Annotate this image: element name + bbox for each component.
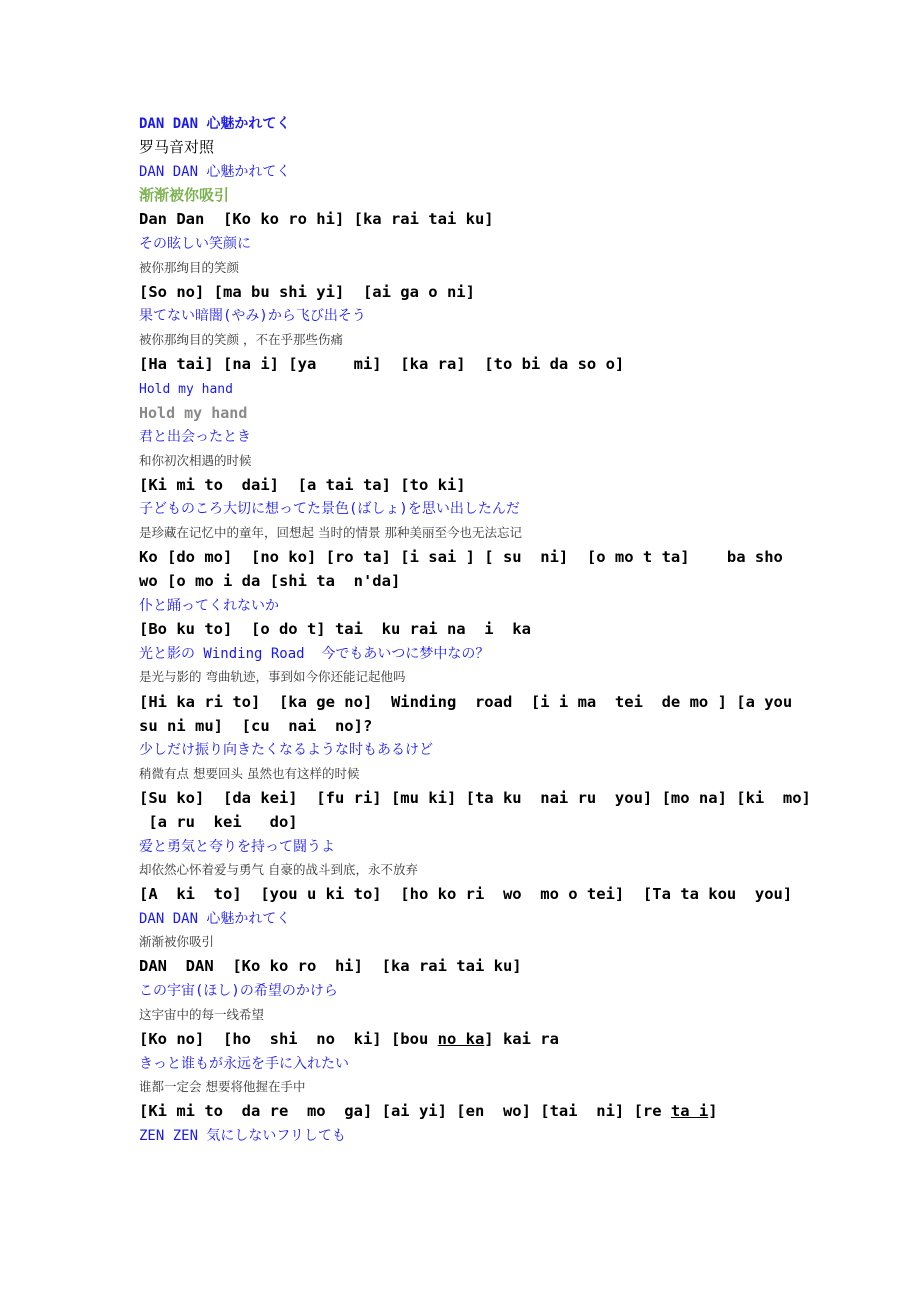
romaji-segment: [Ki mi to da re mo ga] [ai yi] [en wo] [tai ni] [re [139,1102,671,1120]
lyric-japanese: 光と影の Winding Road 今でもあいつに梦中なの？ [139,646,490,662]
romaji-segment: ] [708,1102,718,1120]
lyric-chinese: 和你初次相遇的时候 [139,453,252,468]
romaji-heading: 罗马音对照 [139,138,215,156]
lyric-japanese: 少しだけ振り向きたくなるような时もあるけど [139,742,433,758]
lyric-romaji: [Hi ka ri to] [ka ge no] Winding road [i i ma tei de mo ] [a you [139,693,793,711]
title-japanese: DAN DAN 心魅かれてく [139,116,291,132]
lyric-japanese: 果てない暗闇(やみ)から飞び出そう [139,308,366,324]
lyric-romaji: DAN DAN [Ko ko ro hi] [ka rai tai ku] [139,957,522,975]
lyric-chinese: 是珍藏在记忆中的童年，回想起 当时的情景 那种美丽至今也无法忘记 [139,525,522,540]
lyric-romaji: [Ki mi to dai] [a tai ta] [to ki] [139,476,466,494]
lyric-romaji: [Bo ku to] [o do t] tai ku rai na i ka [139,620,531,638]
lyric-romaji: [Ha tai] [na i] [ya mi] [ka ra] [to bi da so o] [139,355,625,373]
lyric-japanese: 仆と踊ってくれないか [139,598,279,614]
lyric-chinese: 却依然心怀着爱与勇气 自豪的战斗到底，永不放弃 [139,862,418,877]
underlined-segment: no ka [437,1030,485,1048]
lyric-english: Hold my hand [139,382,233,397]
lyric-japanese: DAN DAN 心魅かれてく [139,164,291,180]
lyric-romaji: [A ki to] [you u ki to] [ho ko ri wo mo o tei] [Ta ta kou you] [139,885,793,903]
lyric-japanese: 君と出会ったとき [139,429,251,445]
underlined-segment: ta i [670,1102,709,1120]
lyric-chinese-highlight: 渐渐被你吸引 [139,186,230,204]
lyric-chinese: 渐渐被你吸引 [139,934,215,949]
romaji-segment: [Ko no] [ho shi no ki] [bou [139,1030,438,1048]
lyric-chinese: 这宇宙中的每一线希望 [139,1007,265,1022]
lyric-english-grey: Hold my hand [139,404,248,422]
lyric-romaji-continued: [a ru kei do] [139,813,298,831]
lyric-japanese: その眩しい笑颜に [139,236,251,252]
lyric-romaji: Ko [do mo] [no ko] [ro ta] [i sai ] [ su ni] [o mo t ta] ba sho [139,548,783,566]
lyric-japanese: DAN DAN 心魅かれてく [139,911,291,927]
lyric-chinese: 被你那绚目的笑颜 [139,260,240,275]
lyric-romaji-continued: su ni mu] [cu nai no]? [139,717,373,735]
lyric-chinese: 是光与影的 弯曲轨迹，事到如今你还能记起他吗 [139,669,406,684]
lyric-japanese: 爱と勇気と夸りを持って闘うよ [139,839,335,855]
lyric-chinese: 稍微有点 想要回头 虽然也有这样的时候 [139,766,360,781]
lyric-romaji [139,1032,559,1048]
lyric-romaji [139,1104,718,1120]
lyric-chinese: 被你那绚目的笑颜 ，不在乎那些伤痛 [139,332,343,347]
lyric-chinese: 谁都一定会 想要将他握在手中 [139,1079,306,1094]
lyric-romaji-continued: wo [o mo i da [shi ta n'da] [139,572,401,590]
lyric-japanese: ZEN ZEN 気にしないフリしても [139,1128,346,1144]
lyric-romaji: [So no] [ma bu shi yi] [ai ga o ni] [139,283,475,301]
lyric-romaji: [Su ko] [da kei] [fu ri] [mu ki] [ta ku nai ru you] [mo na] [ki mo] [139,789,811,807]
lyric-romaji: Dan Dan [Ko ko ro hi] [ka rai tai ku] [139,210,494,228]
lyric-japanese: きっと谁もが永远を手に入れたい [139,1056,349,1072]
lyric-japanese: この宇宙(ほし)の希望のかけら [139,983,338,999]
romaji-segment: ] kai ra [484,1030,559,1048]
lyric-japanese: 子どものころ大切に想ってた景色(ばしょ)を思い出したんだ [139,501,520,517]
